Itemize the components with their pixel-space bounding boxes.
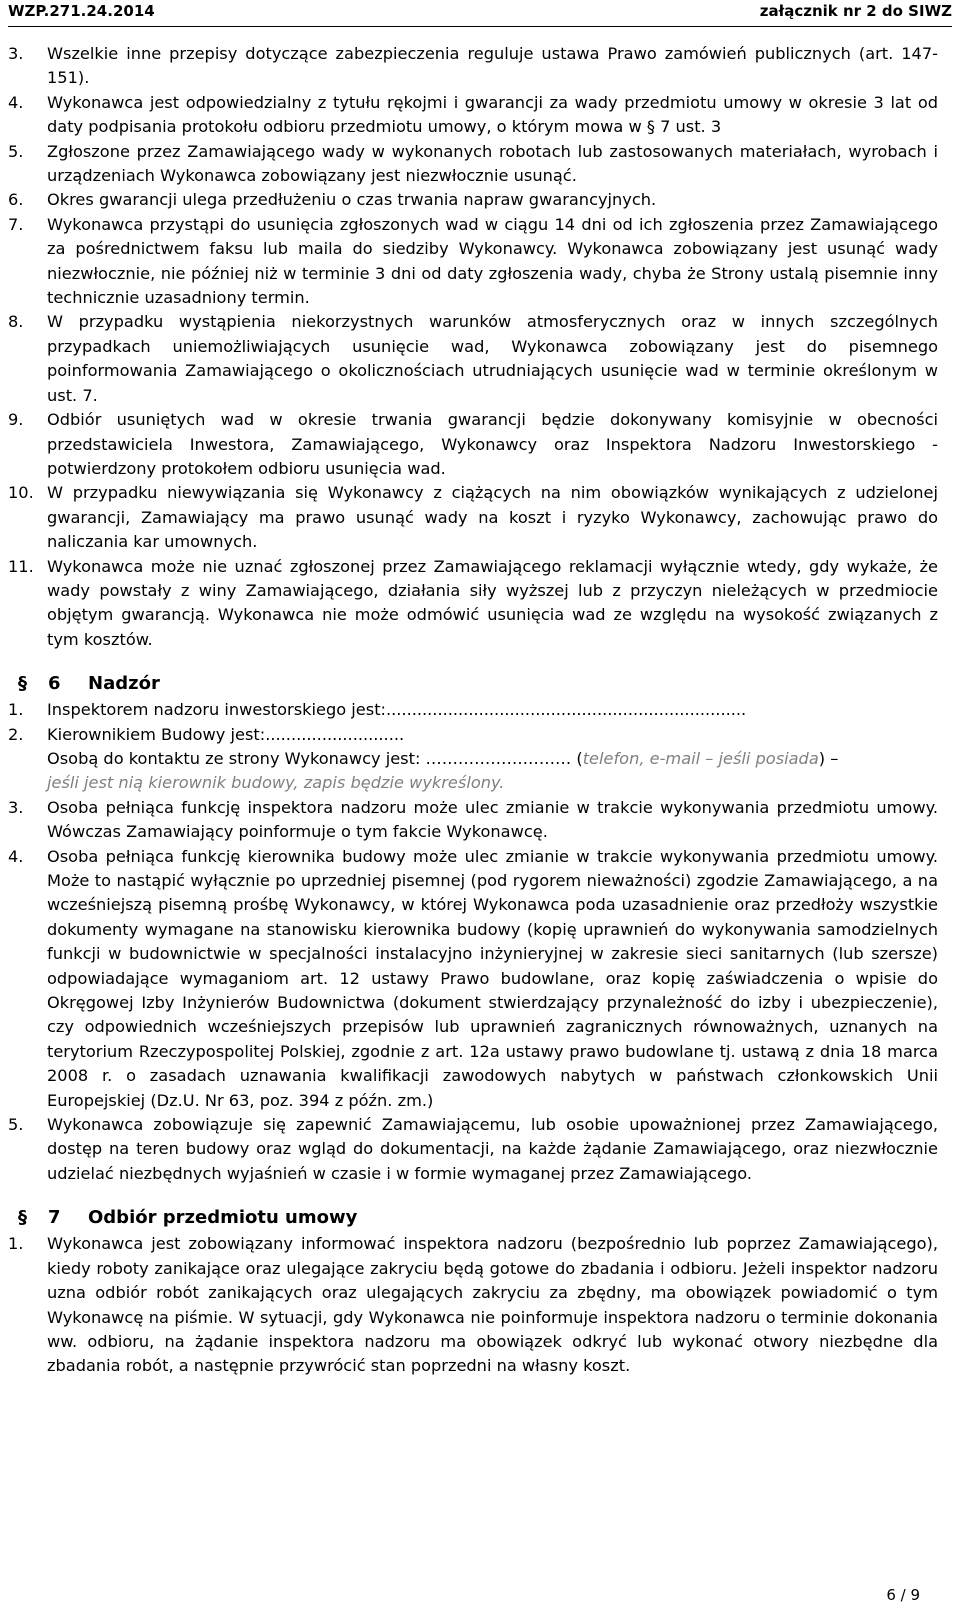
contact-label: Osobą do kontaktu ze strony Wykonawcy jest: ……………………… (: [47, 748, 583, 768]
list-item: [8, 140, 938, 189]
document-reference: WZP.271.24.2014: [8, 2, 155, 20]
item-text: Wykonawca przystąpi do usunięcia zgłoszonych wad w ciągu 14 dni od ich zgłoszenia przez Zamawiającego za pośrednictwem faksu lub maila do siedziby Wykonawcy. Wykonawca zobowiązany jest usunąć wady niezwłocznie, nie później niż w terminie 3 dni od daty zgłoszenia wady, chyba że Strony ustalą pisemnie inny technicznie uzasadniony termin.: [47, 214, 938, 308]
contact-hint: telefon, e-mail – jeśli posiada: [582, 748, 819, 768]
list-item: [8, 1232, 938, 1378]
item-number: 1.: [8, 1234, 24, 1254]
attachment-label: załącznik nr 2 do SIWZ: [759, 2, 952, 20]
paragraph-symbol: §: [18, 1207, 27, 1229]
item-number: 9.: [8, 410, 24, 430]
item-text: Kierownikiem Budowy jest:...........................: [47, 724, 405, 744]
list-item: [8, 188, 938, 212]
item-number: 5.: [8, 1115, 24, 1135]
item-text: Wykonawca może nie uznać zgłoszonej przez Zamawiającego reklamacji wyłącznie wtedy, gdy wykaże, że wady powstały z winy Zamawiającego, działania siły wyższej lub z przyczyn nieleżących w przedmiocie objętym gwarancją. Wykonawca nie może odmówić usunięcia wad ze względu na wysokość związanych z tym kosztów.: [47, 556, 938, 649]
list-item: [8, 723, 938, 747]
list-item: [8, 213, 938, 311]
item-text: Odbiór usuniętych wad w okresie trwania gwarancji będzie dokonywany komisyjnie w obecności przedstawiciela Inwestora, Zamawiającego, Wykonawcy oraz Inspektora Nadzoru Inwestorskiego - potwierdzony protokołem odbioru usunięcia wad.: [47, 410, 938, 478]
list-item: [8, 698, 938, 722]
item-number: 5.: [8, 141, 24, 161]
item-number: 7.: [8, 214, 24, 234]
list-item: [8, 91, 938, 140]
section-heading-6: [18, 670, 938, 698]
page-number: 6 / 9: [886, 1586, 920, 1604]
list-item: [8, 42, 938, 91]
item-text: Okres gwarancji ulega przedłużeniu o czas trwania napraw gwarancyjnych.: [47, 190, 657, 210]
item-number: 3.: [8, 797, 24, 817]
item-text: Wykonawca zobowiązuje się zapewnić Zamawiającemu, lub osobie upoważnionej przez Zamawiającego, dostęp na teren budowy oraz wgląd do dokumentacji, na każde żądanie Zamawiającego, oraz niezwłocznie udzielać niezbędnych wyjaśnień w czasie i w formie wymaganej przez Zamawiającego.: [47, 1115, 938, 1183]
item-number: 4.: [8, 92, 24, 112]
item-number: 3.: [8, 44, 24, 63]
list-item: [8, 310, 938, 408]
contact-close: ) –: [818, 748, 839, 768]
warranty-list: [8, 42, 938, 652]
list-item: [8, 796, 938, 845]
item-number: 1.: [8, 700, 24, 720]
item-text: Wykonawca jest odpowiedzialny z tytułu rękojmi i gwarancji za wady przedmiotu umowy w okresie 3 lat od daty podpisania protokołu odbioru przedmiotu umowy, o którym mowa w § 7 ust. 3: [47, 92, 938, 137]
section-heading-7: [18, 1204, 938, 1232]
section-title: Odbiór przedmiotu umowy: [88, 1207, 358, 1229]
item-text: Inspektorem nadzoru inwestorskiego jest:......................................................................: [47, 700, 747, 720]
acceptance-list: [8, 1232, 938, 1378]
list-item: [8, 481, 938, 554]
supervision-list: [8, 698, 938, 747]
paragraph-symbol: §: [18, 673, 27, 695]
item-text: Wszelkie inne przepisy dotyczące zabezpieczenia reguluje ustawa Prawo zamówień publicznych (art. 147-151).: [47, 44, 938, 88]
contact-note: jeśli jest nią kierownik budowy, zapis będzie wykreślony.: [47, 773, 505, 793]
item-number: 4.: [8, 846, 24, 866]
section-number: 6: [48, 673, 61, 695]
section-title: Nadzór: [88, 673, 160, 695]
item-number: 8.: [8, 312, 24, 332]
document-body: [8, 42, 938, 1379]
supervision-list-continued: [8, 796, 938, 1187]
list-item: [8, 1113, 938, 1186]
item-number: 2.: [8, 724, 24, 744]
page-header: [8, 0, 952, 27]
item-text: Wykonawca jest zobowiązany informować inspektora nadzoru (bezpośrednio lub poprzez Zamawiającego), kiedy roboty zanikające oraz ulegające zakryciu będą gotowe do zbadania i odbioru. Jeżeli inspektor nadzoru uzna odbiór robót zanikających oraz ulegających zakryciu za zbędny, ma obowiązek powiadomić o tym Wykonawcę na piśmie. W sytuacji, gdy Wykonawca nie poinformuje inspektora nadzoru o terminie dokonania ww. odbioru, na żądanie inspektora nadzoru ma obowiązek odkryć lub wykonać otwory niezbędne dla zbadania robót, a następnie przywrócić stan poprzedni na własny koszt.: [47, 1234, 938, 1376]
item-text: W przypadku niewywiązania się Wykonawcy z ciążących na nim obowiązków wynikających z udzielonej gwarancji, Zamawiający ma prawo usunąć wady na koszt i ryzyko Wykonawcy, zachowując prawo do naliczania kar umownych.: [47, 483, 938, 552]
list-item: [8, 845, 938, 1113]
item-text: Zgłoszone przez Zamawiającego wady w wykonanych robotach lub zastosowanych materiałach, wyrobach i urządzeniach Wykonawca zobowiązany jest niezwłocznie usunąć.: [47, 141, 938, 186]
item-text: W przypadku wystąpienia niekorzystnych warunków atmosferycznych oraz w innych szczególnych przypadkach uniemożliwiających usunięcie wad, Wykonawca zobowiązany jest do pisemnego poinformowania Zamawiającego o okolicznościach utrudniających usunięcie wad w terminie określonym w ust. 7.: [47, 312, 938, 405]
contact-person-line: [8, 747, 938, 796]
list-item: [8, 555, 938, 653]
item-number: 10.: [8, 483, 34, 503]
item-number: 11.: [8, 556, 34, 576]
item-number: 6.: [8, 190, 24, 210]
item-text: Osoba pełniąca funkcję inspektora nadzoru może ulec zmianie w trakcie wykonywania przedmiotu umowy. Wówczas Zamawiający poinformuje o tym fakcie Wykonawcę.: [47, 797, 938, 842]
list-item: [8, 408, 938, 481]
item-text: Osoba pełniąca funkcję kierownika budowy może ulec zmianie w trakcie wykonywania przedmiotu umowy. Może to nastąpić wyłącznie po uprzedniej pisemnej (pod rygorem nieważności) zgodzie Zamawiającego, a na wcześniejszą pisemną prośbę Wykonawcy, w której Wykonawca poda uzasadnienie oraz przedłoży wszystkie dokumenty wymagane na stanowisku kierownika budowy (kopię uprawnień do wykonywania samodzielnych funkcji w budownictwie w specjalności instalacyjno inżynieryjnej w zakresie sieci sanitarnych (lub szersze) odpowiadające wymaganiom art. 12 ustawy Prawo budowlane, oraz kopię zaświadczenia o wpisie do Okręgowej Izby Inżynierów Budownictwa (dokument stwierdzający przynależność do izby i ubezpieczenie), czy odpowiednich wcześniejszych przepisów lub uprawnień zagranicznych równoważnych, uznanych na terytorium Rzeczypospolitej Polskiej, zgodnie z art. 12a ustawy prawo budowlane tj. ustawą z dnia 18 marca 2008 r. o zasadach uznawania kwalifikacji zawodowych nabytych w państwach członkowskich Unii Europejskiej (Dz.U. Nr 63, poz. 394 z późn. zm.): [47, 846, 938, 1110]
section-number: 7: [48, 1207, 61, 1229]
